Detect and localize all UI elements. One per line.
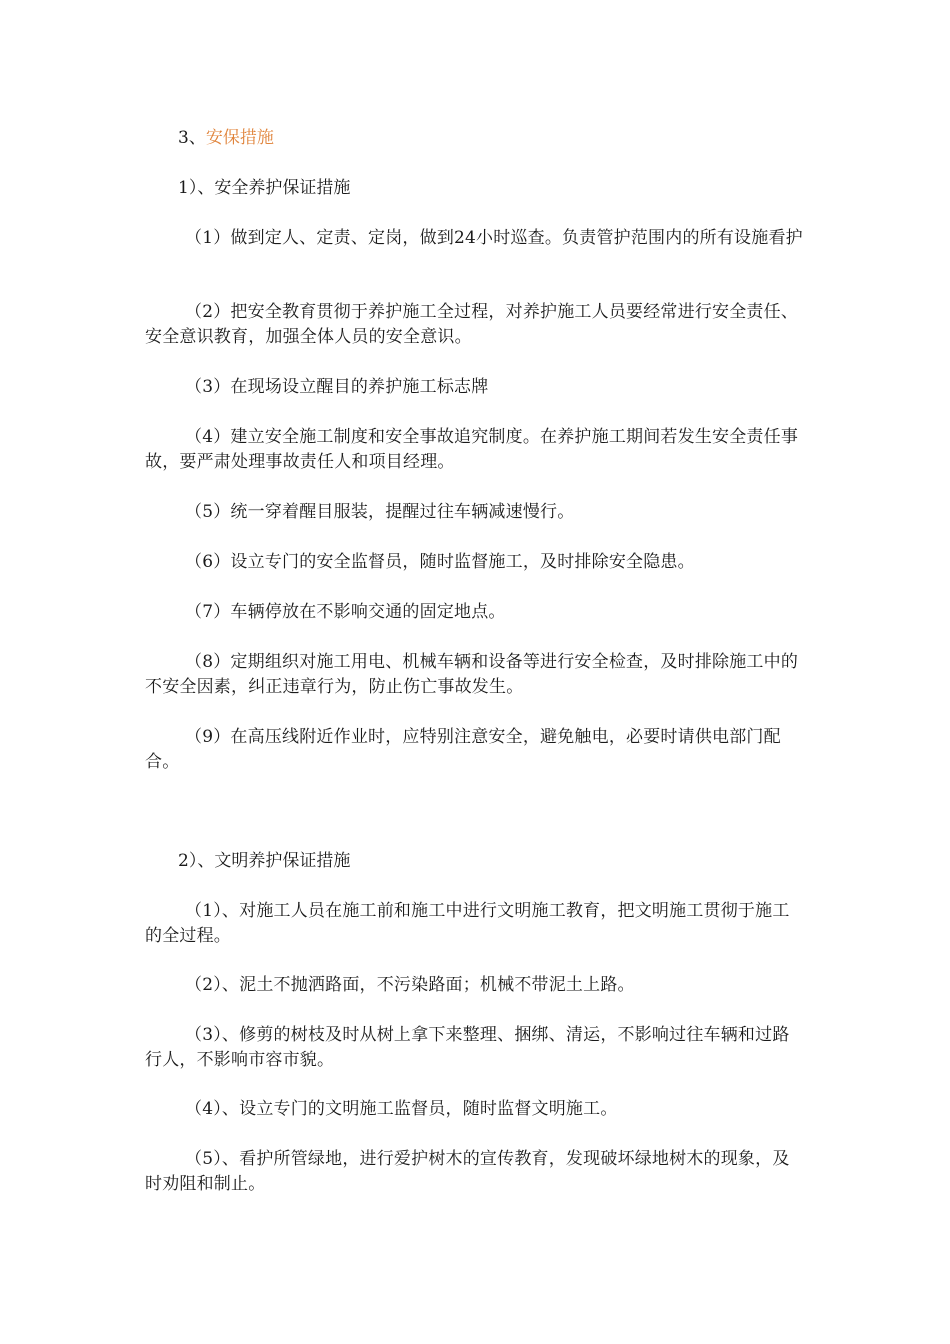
civilized-item-4: （4）、设立专门的文明施工监督员，随时监督文明施工。: [185, 1099, 618, 1119]
safety-item-3: （3）在现场设立醒目的养护施工标志牌: [185, 377, 489, 397]
civilized-item-1: （1）、对施工人员在施工前和施工中进行文明施工教育，把文明施工贯彻于施工的全过程。: [145, 901, 790, 946]
safety-item-8: （8）定期组织对施工用电、机械车辆和设备等进行安全检查，及时排除施工中的不安全因素，纠正违章行为，防止伤亡事故发生。: [145, 652, 799, 697]
safety-item-6: （6）设立专门的安全监督员，随时监督施工，及时排除安全隐患。: [185, 552, 695, 572]
civilized-item-3: （3）、修剪的树枝及时从树上拿下来整理、捆绑、清运，不影响过往车辆和过路行人，不影响市容市貌。: [145, 1025, 790, 1070]
civilized-item-5: （5）、看护所管绿地，进行爱护树木的宣传教育，发现破坏绿地树木的现象，及时劝阻和制止。: [145, 1149, 790, 1194]
section-heading: [178, 126, 274, 150]
civilized-heading: 2）、文明养护保证措施: [178, 851, 351, 871]
safety-item-7: （7）车辆停放在不影响交通的固定地点。: [185, 602, 506, 622]
safety-item-1: （1）做到定人、定责、定岗，做到24小时巡查。负责管护范围内的所有设施看护: [185, 228, 803, 248]
section-number: 3、: [178, 128, 206, 148]
safety-item-5: （5）统一穿着醒目服装，提醒过往车辆减速慢行。: [185, 502, 575, 522]
civilized-item-2: （2）、泥土不抛洒路面，不污染路面；机械不带泥土上路。: [185, 975, 635, 995]
safety-heading: 1）、安全养护保证措施: [178, 178, 351, 198]
safety-item-2: （2）把安全教育贯彻于养护施工全过程，对养护施工人员要经常进行安全责任、安全意识教育，加强全体人员的安全意识。: [145, 302, 799, 347]
section-title: 安保措施: [205, 128, 274, 148]
safety-item-4: （4）建立安全施工制度和安全事故追究制度。在养护施工期间若发生安全责任事故，要严肃处理事故责任人和项目经理。: [145, 427, 799, 472]
safety-item-9: （9）在高压线附近作业时，应特别注意安全，避免触电，必要时请供电部门配合。: [145, 727, 781, 772]
